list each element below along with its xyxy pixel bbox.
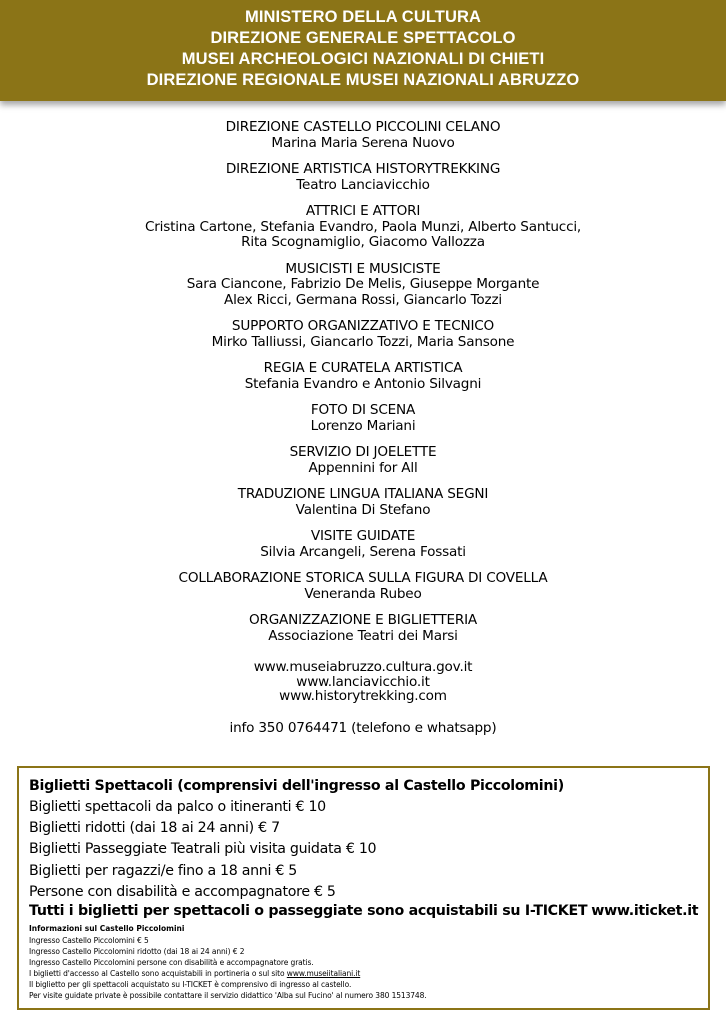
credit-names: Associazione Teatri dei Marsi xyxy=(268,627,458,644)
credit-role: MUSICISTI E MUSICISTE xyxy=(285,260,441,277)
credit-role: FOTO DI SCENA xyxy=(310,402,416,418)
credit-names: Silvia Arcangeli, Serena Fossati xyxy=(260,543,466,560)
link-historytrekking[interactable]: www.historytrekking.com xyxy=(279,688,447,704)
tickets-purchase-note xyxy=(29,903,708,920)
credit-artistic-direction xyxy=(0,162,726,193)
credit-role: SUPPORTO ORGANIZZATIVO E TECNICO xyxy=(231,318,495,334)
credit-musicians xyxy=(0,262,726,309)
credit-names: Cristina Cartone, Stefania Evandro, Paola Munzi, Alberto Santucci, xyxy=(144,218,582,235)
credits-section xyxy=(0,120,726,736)
credit-role: DIREZIONE ARTISTICA HISTORYTREKKING xyxy=(225,161,501,177)
credit-role: ATTRICI E ATTORI xyxy=(305,203,421,219)
credit-names: Appennini for All xyxy=(308,459,418,476)
tickets-title: Biglietti Spettacoli (comprensivi dell'ingresso al Castello Piccolomini) xyxy=(29,778,564,794)
credit-organizational-support xyxy=(0,319,726,350)
ticket-price-item: Biglietti ridotti (dai 18 ai 24 anni) € 7 xyxy=(29,820,280,837)
header-line: DIREZIONE REGIONALE MUSEI NAZIONALI ABRUZZO xyxy=(146,71,580,89)
credit-names: Marina Maria Serena Nuovo xyxy=(271,134,455,151)
credit-actors xyxy=(0,204,726,251)
castle-info-title: Informazioni sul Castello Piccolomini xyxy=(29,924,185,934)
ticket-price-item: Biglietti Passeggiate Teatrali più visita guidata € 10 xyxy=(29,841,377,858)
tickets-purchase-text: Tutti i biglietti per spettacoli o passeggiate sono acquistabili su I-TICKET xyxy=(29,903,588,920)
link-musei-abruzzo[interactable]: www.museiabruzzo.cultura.gov.it xyxy=(253,659,473,675)
credit-organization-ticketing xyxy=(0,613,726,644)
credit-names: Mirko Talliussi, Giancarlo Tozzi, Maria Sansone xyxy=(211,333,515,350)
castle-info-line: Ingresso Castello Piccolomini € 5 xyxy=(29,936,149,946)
credit-sign-language xyxy=(0,487,726,518)
header-band xyxy=(0,0,726,101)
contact-info: info 350 0764471 (telefono e whatsapp) xyxy=(229,719,497,736)
ticket-price-item: Biglietti per ragazzi/e fino a 18 anni € 5 xyxy=(29,862,298,879)
header-line: MUSEI ARCHEOLOGICI NAZIONALI DI CHIETI xyxy=(181,50,545,68)
castle-info-line: Ingresso Castello Piccolomini ridotto (dai 18 ai 24 anni) € 2 xyxy=(29,947,245,957)
credit-castle-direction xyxy=(0,120,726,151)
credit-names: Veneranda Rubeo xyxy=(304,585,422,602)
credit-role: REGIA E CURATELA ARTISTICA xyxy=(263,360,463,376)
ticket-price-item: Biglietti spettacoli da palco o itineranti € 10 xyxy=(29,799,326,815)
castle-info-line: Per visite guidate private è possibile contattare il servizio didattico 'Alba sul Fucino' al numero 380 1513748. xyxy=(29,991,427,1001)
credit-role: VISITE GUIDATE xyxy=(310,528,416,544)
credit-names: Sara Ciancone, Fabrizio De Melis, Giuseppe Morgante xyxy=(186,276,540,292)
header-line: DIREZIONE GENERALE SPETTACOLO xyxy=(210,29,516,47)
credit-role: ORGANIZZAZIONE E BIGLIETTERIA xyxy=(248,612,478,628)
credit-names: Alex Ricci, Germana Rossi, Giancarlo Tozzi xyxy=(224,291,502,308)
link-lanciavicchio[interactable]: www.lanciavicchio.it xyxy=(296,673,430,690)
credit-names: Stefania Evandro e Antonio Silvagni xyxy=(244,375,482,392)
castle-info-line: Ingresso Castello Piccolomini persone con disabilità e accompagnatore gratis. xyxy=(29,958,314,968)
credit-role: SERVIZIO DI JOELETTE xyxy=(289,444,437,460)
website-links xyxy=(0,660,726,704)
ticket-price-item: Persone con disabilità e accompagnatore € 5 xyxy=(29,883,336,900)
link-musei-italiani[interactable]: www.museiitaliani.it xyxy=(286,969,361,979)
castle-info-access xyxy=(29,968,708,979)
tickets-box xyxy=(17,766,710,1010)
header-line: MINISTERO DELLA CULTURA xyxy=(244,8,482,26)
credit-direction xyxy=(0,361,726,392)
credit-role: COLLABORAZIONE STORICA SULLA FIGURA DI COVELLA xyxy=(178,570,548,586)
credit-role: TRADUZIONE LINGUA ITALIANA SEGNI xyxy=(237,486,489,502)
credit-role: DIREZIONE CASTELLO PICCOLINI CELANO xyxy=(225,119,501,135)
castle-access-text: I biglietti d'accesso al Castello sono acquistabili in portineria o sul sito xyxy=(29,969,285,979)
credit-names: Rita Scognamiglio, Giacomo Vallozza xyxy=(241,234,485,250)
link-iticket[interactable]: www.iticket.it xyxy=(591,903,699,920)
credit-names: Teatro Lanciavicchio xyxy=(296,176,430,193)
credit-historical-collaboration xyxy=(0,571,726,602)
credit-guided-tours xyxy=(0,529,726,560)
credit-names: Valentina Di Stefano xyxy=(295,501,431,518)
credit-photos xyxy=(0,403,726,434)
credit-joelette xyxy=(0,445,726,476)
castle-info-line: Il biglietto per gli spettacoli acquistato su I-TICKET è comprensivo di ingresso al castello. xyxy=(29,980,352,990)
credit-names: Lorenzo Mariani xyxy=(310,417,416,434)
